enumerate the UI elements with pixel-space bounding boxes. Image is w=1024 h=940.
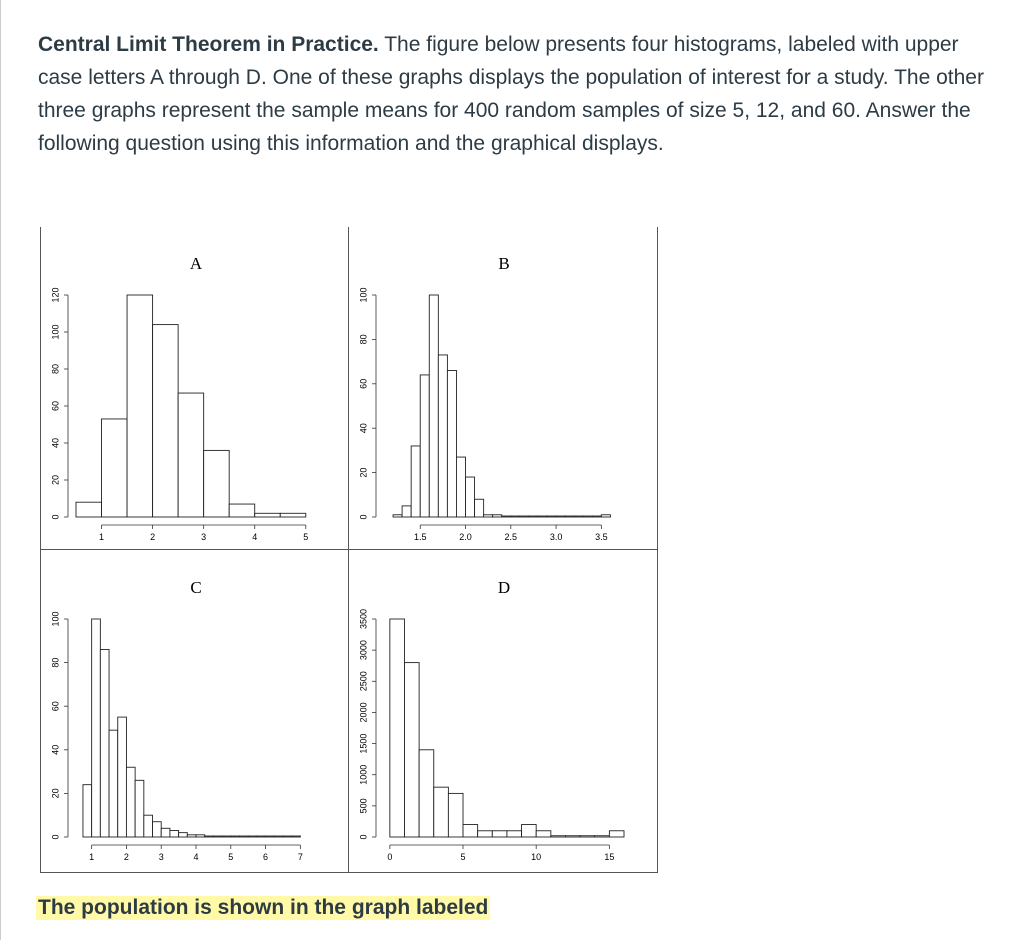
histogram-d-y-tick-label: 1500 [358, 733, 369, 754]
histogram-d-title: D [497, 578, 511, 597]
histogram-a-bar [178, 393, 204, 517]
histogram-d-bar [522, 825, 537, 837]
histogram-c-bar [187, 835, 196, 837]
answer-prompt: The population is shown in the graph labeled [38, 896, 489, 919]
histogram-d-y-tick-label: 3000 [358, 640, 369, 661]
histogram-b-bar [529, 516, 538, 517]
histogram-a-title: A [189, 254, 203, 273]
histogram-c-y-tick-label: 80 [50, 657, 61, 668]
histogram-c-bar [118, 717, 127, 837]
histogram-c-bar [144, 815, 153, 837]
histogram-d-bar [595, 836, 610, 837]
histogram-c-bar [231, 836, 240, 837]
histogram-c-y-tick-label: 20 [50, 788, 61, 799]
histogram-a-bar [127, 295, 153, 517]
histogram-b-bar [520, 516, 529, 517]
histogram-b-bar [429, 295, 438, 517]
histogram-a-x-tick-label: 3 [201, 532, 207, 542]
histogram-c-x-tick-label: 4 [193, 852, 199, 862]
histogram-a-bar [229, 504, 255, 517]
histogram-b-x-tick-label: 1.5 [413, 532, 427, 542]
histogram-b-y-tick-label: 100 [358, 287, 369, 303]
histogram-d-bar [434, 787, 449, 837]
question-text [38, 28, 998, 160]
histogram-c-bar [126, 767, 135, 837]
histogram-c-bar [239, 836, 248, 837]
histogram-b-bar [438, 355, 447, 517]
histogram-a-y-tick-label: 20 [50, 474, 61, 486]
histogram-b-bar [556, 516, 565, 517]
histogram-b-x-tick-label: 3.0 [549, 532, 563, 542]
histogram-a-y-tick-label: 80 [50, 363, 61, 375]
histogram-b-bar [466, 477, 475, 517]
histogram-a-x-tick-label: 4 [252, 532, 258, 542]
histogram-c-bar [135, 780, 144, 837]
histogram-a-bar [280, 513, 306, 517]
histogram-d-x-tick-label: 15 [604, 852, 615, 862]
histogram-b-bar [583, 516, 592, 517]
histogram-a-bar [204, 450, 230, 517]
histogram-b-bar [511, 516, 520, 517]
histogram-c-y-tick-label: 0 [50, 834, 61, 840]
histogram-a-y-tick-label: 60 [50, 400, 61, 412]
histogram-c-x-tick-label: 5 [228, 852, 234, 862]
histogram-c-bar [213, 836, 222, 837]
histogram-c-bar [196, 835, 205, 837]
histogram-c-bar [153, 822, 162, 837]
histogram-d-y-tick-label: 3500 [358, 608, 369, 630]
question-body: The figure below presents four histograms, labeled with upper case letters A through D. One of these graphs displays the population of interest for a study. The other three graphs represent the sample means for 400 random samples of size 5, 12, and 60. Answer the following question using this information and the graphical displays. [38, 33, 984, 155]
histogram-c-bar [92, 619, 101, 837]
histogram-b-bar [456, 457, 465, 517]
histogram-a-y-tick-label: 100 [50, 324, 61, 340]
histogram-d-y-tick-label: 2000 [358, 702, 369, 723]
histogram-a-y-tick-label: 0 [50, 514, 61, 520]
histogram-b-bar [393, 515, 402, 517]
histogram-d-bar [448, 793, 463, 837]
histogram-c-bar [292, 836, 301, 837]
histogram-c-y-tick-label: 100 [50, 611, 61, 627]
histogram-a-y-tick-label: 120 [50, 287, 61, 303]
histogram-c-bar [100, 650, 109, 837]
histogram-c-bar [266, 836, 275, 837]
histogram-d-bar [492, 831, 507, 837]
histogram-c-x-tick-label: 7 [297, 852, 303, 862]
question-title: Central Limit Theorem in Practice. [38, 33, 379, 56]
histogram-d-bar [609, 831, 624, 837]
histogram-b-bar [538, 516, 547, 517]
histogram-d-bar [507, 831, 522, 837]
histogram-c-title: C [190, 578, 202, 597]
histogram-c-bar [257, 836, 266, 837]
histogram-b-bar [574, 516, 583, 517]
histogram-c-x-tick-label: 6 [263, 852, 269, 862]
histogram-b-y-tick-label: 60 [358, 378, 369, 389]
histogram-d-y-tick-label: 2500 [358, 671, 369, 692]
histogram-b-x-tick-label: 2.5 [504, 532, 518, 542]
histogram-b-y-tick-label: 40 [358, 423, 369, 434]
histogram-b-bar [493, 515, 502, 517]
histogram-c-bar [283, 836, 292, 837]
histogram-d-y-tick-label: 500 [358, 798, 369, 814]
histogram-d-x-tick-label: 5 [460, 852, 466, 862]
histogram-c-bar [248, 836, 257, 837]
histogram-b-bar [565, 516, 574, 517]
histogram-b-y-tick-label: 20 [358, 467, 369, 478]
histogram-b-y-tick-label: 80 [358, 334, 369, 345]
histogram-d-bar [565, 836, 580, 837]
histogram-d-x-tick-label: 0 [387, 852, 393, 862]
histogram-d-y-tick-label: 1000 [358, 764, 369, 785]
histogram-b-bar [484, 515, 493, 517]
histogram-b-bar [601, 515, 610, 517]
histogram-b-title: B [498, 254, 510, 273]
histogram-b-bar [402, 506, 411, 517]
histogram-d-bar [478, 831, 493, 837]
histogram-d-y-tick-label: 0 [358, 834, 369, 840]
histogram-c-bar [170, 830, 179, 837]
histogram-a-x-tick-label: 1 [99, 532, 105, 542]
histogram-d-bar [404, 663, 419, 837]
histogram-d-bar [463, 825, 478, 837]
histogram-c-bar [222, 836, 231, 837]
histogram-b-bar [420, 375, 429, 517]
histogram-a-bar [255, 513, 281, 517]
histogram-c-x-tick-label: 1 [89, 852, 95, 862]
histogram-a-x-tick-label: 2 [150, 532, 156, 542]
histogram-b-bar [592, 516, 601, 517]
histogram-d-x-tick-label: 10 [531, 852, 542, 862]
histogram-c-bar [205, 836, 214, 837]
histogram-b-y-tick-label: 0 [358, 514, 369, 520]
histogram-a-bar [76, 502, 102, 517]
histogram-b-x-tick-label: 3.5 [595, 532, 608, 542]
histogram-b-bar [547, 516, 556, 517]
histogram-c-bar [179, 833, 188, 837]
histogram-a-bar [102, 419, 128, 517]
histogram-b-bar [411, 446, 420, 517]
histogram-b-bar [447, 370, 456, 517]
histogram-d-bar [536, 831, 551, 837]
histogram-d-bar [419, 750, 434, 837]
histogram-c-bar [274, 836, 283, 837]
histogram-c-bar [161, 828, 170, 837]
page-left-border [0, 0, 1, 940]
histogram-b-bar [502, 516, 511, 517]
histogram-c-bar [83, 785, 92, 837]
histogram-c-y-tick-label: 40 [50, 744, 61, 755]
histogram-figure [36, 227, 660, 875]
histogram-c-y-tick-label: 60 [50, 701, 61, 712]
histogram-a-x-tick-label: 5 [303, 532, 309, 542]
histogram-c-bar [109, 730, 118, 837]
histogram-c-x-tick-label: 3 [158, 852, 164, 862]
histogram-b-bar [475, 499, 484, 517]
histogram-d-bar [390, 619, 405, 837]
histogram-d-bar [551, 836, 566, 837]
histogram-b-x-tick-label: 2.0 [459, 532, 472, 542]
histogram-a-bar [153, 325, 179, 517]
histogram-c-x-tick-label: 2 [123, 852, 129, 862]
histogram-a-y-tick-label: 40 [50, 437, 61, 449]
histogram-d-bar [580, 836, 595, 837]
